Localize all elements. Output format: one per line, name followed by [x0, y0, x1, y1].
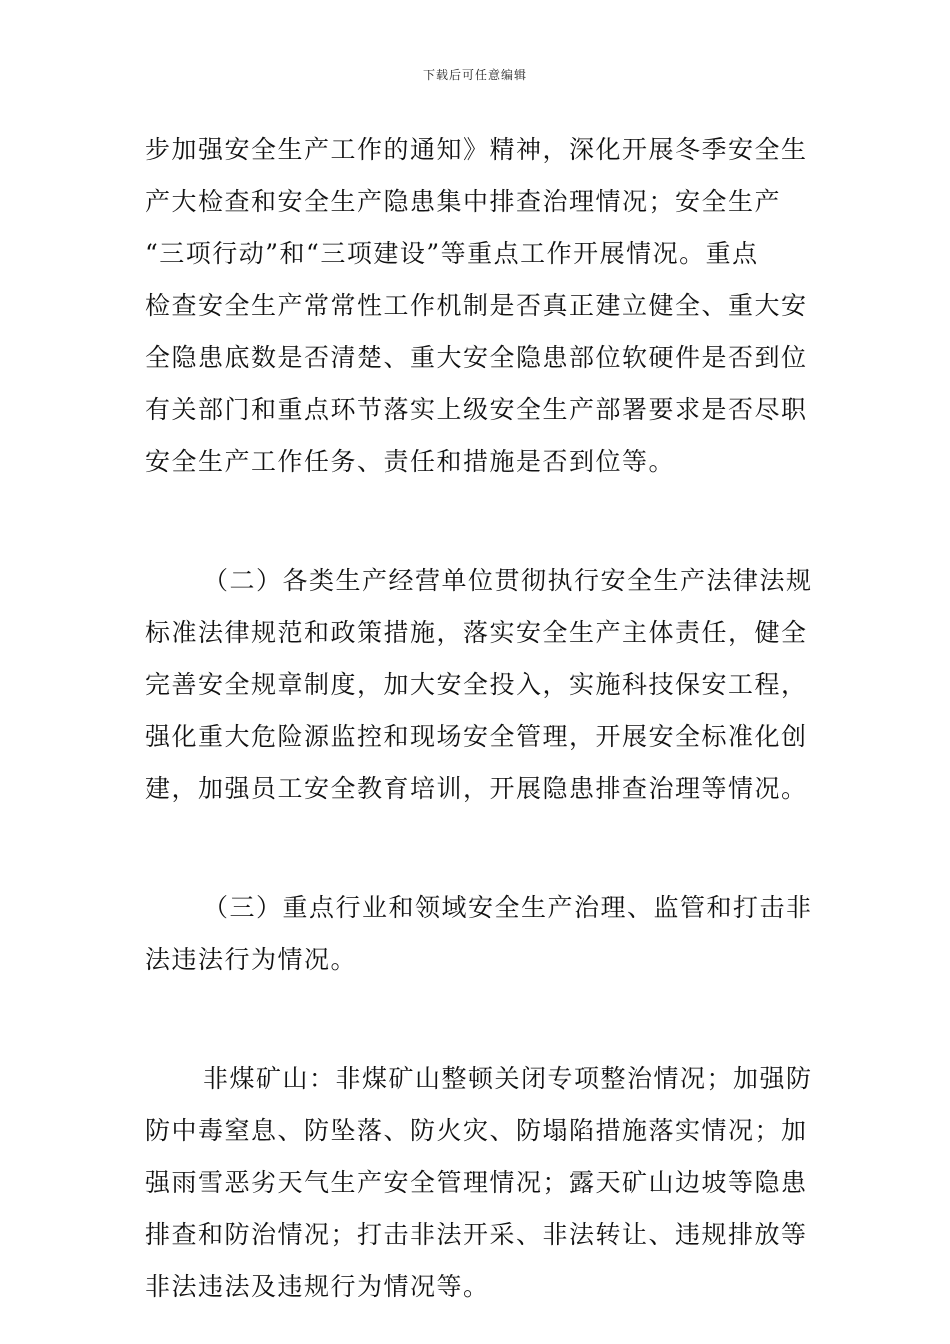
text-line: 法违法行为情况。 — [145, 945, 358, 974]
text-line: 强雨雪恶劣天气生产安全管理情况；露天矿山边坡等隐患 — [145, 1168, 808, 1197]
text-line: 非煤矿山：非煤矿山整顿关闭专项整治情况；加强防 — [203, 1064, 813, 1093]
text-line: 完善安全规章制度，加大安全投入，实施科技保安工程， — [145, 670, 808, 699]
text-line: 标准法律规范和政策措施，落实安全生产主体责任，健全 — [145, 618, 808, 647]
text-line: 防中毒窒息、防坠落、防火灾、防塌陷措施落实情况；加 — [145, 1116, 808, 1145]
text-line: 建，加强员工安全教育培训，开展隐患排查治理等情况。 — [145, 774, 808, 803]
text-line: 产大检查和安全生产隐患集中排查治理情况；安全生产 — [145, 187, 782, 216]
document-body — [145, 124, 813, 1313]
text-line: 非法违法及违规行为情况等。 — [145, 1272, 490, 1301]
text-line: 有关部门和重点环节落实上级安全生产部署要求是否尽职 — [145, 395, 808, 424]
text-line: “三项行动”和“三项建设”等重点工作开展情况。重点 — [145, 239, 759, 268]
text-line: 全隐患底数是否清楚、重大安全隐患部位软硬件是否到位 — [145, 343, 808, 372]
paragraph — [145, 555, 813, 815]
paragraph — [145, 124, 810, 488]
paragraph-spacer — [145, 986, 810, 1053]
paragraph — [145, 1053, 813, 1313]
text-line: 强化重大危险源监控和现场安全管理，开展安全标准化创 — [145, 722, 808, 751]
text-line: 安全生产工作任务、责任和措施是否到位等。 — [145, 447, 676, 476]
text-line: 排查和防治情况；打击非法开采、非法转让、违规排放等 — [145, 1220, 808, 1249]
paragraph — [145, 882, 813, 986]
text-line: 检查安全生产常常性工作机制是否真正建立健全、重大安 — [145, 291, 808, 320]
paragraph-spacer — [145, 815, 810, 882]
text-line: （二）各类生产经营单位贯彻执行安全生产法律法规 — [203, 566, 813, 595]
text-line: （三）重点行业和领域安全生产治理、监管和打击非 — [203, 893, 813, 922]
text-line: 步加强安全生产工作的通知》精神，深化开展冬季安全生 — [145, 135, 808, 164]
paragraph-spacer — [145, 488, 810, 555]
header-note: 下载后可任意编辑 — [422, 68, 527, 82]
